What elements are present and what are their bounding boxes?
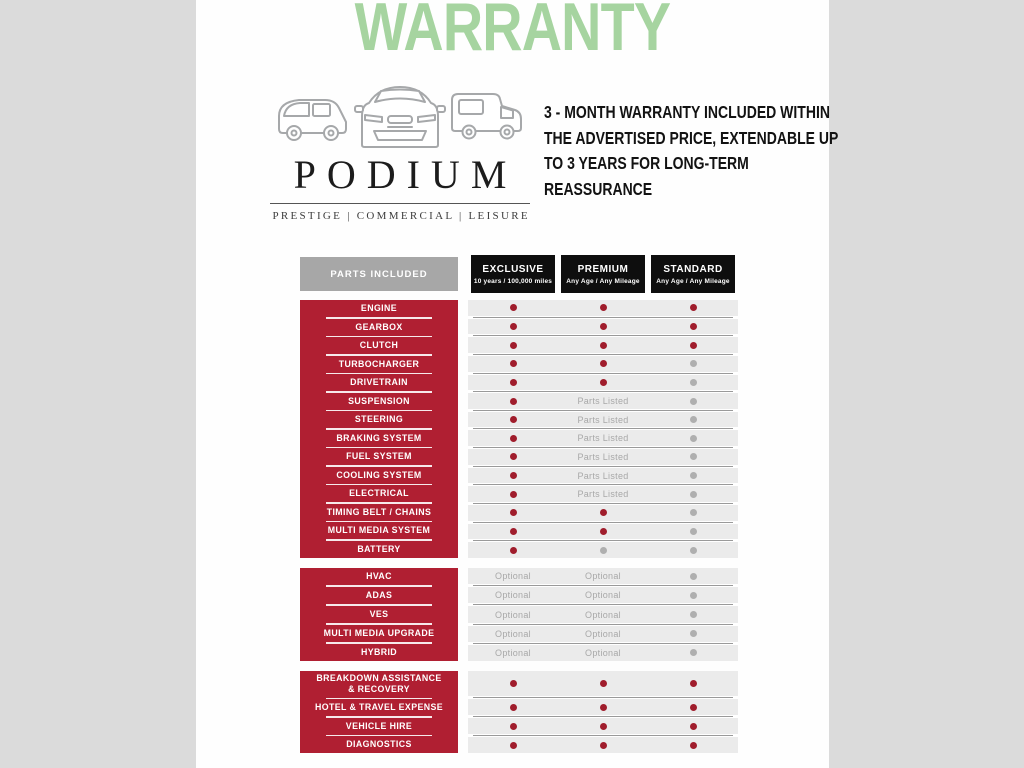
row-divider-line: [473, 373, 733, 374]
cell-text: [468, 606, 558, 622]
red-dot-icon: [510, 304, 517, 311]
red-dot-icon: [510, 472, 517, 479]
row-divider-line: [473, 697, 733, 698]
part-label: DIAGNOSTICS: [346, 739, 412, 750]
gray-dot-icon: [690, 491, 697, 498]
cell-covered: [468, 412, 558, 428]
row-divider-line: [473, 540, 733, 541]
brand-logo: [268, 74, 532, 222]
cell-not-covered: [648, 645, 738, 661]
red-dot-icon: [690, 723, 697, 730]
cell-not-covered: [648, 568, 738, 584]
plan-col-standard: [648, 255, 738, 293]
red-dot-icon: [600, 680, 607, 687]
cell-covered: [648, 737, 738, 753]
gray-dot-icon: [690, 547, 697, 554]
part-label: TURBOCHARGER: [338, 358, 420, 369]
label-divider: [326, 354, 432, 356]
coverage-row: [468, 319, 738, 335]
red-dot-icon: [510, 416, 517, 423]
cell-covered: [468, 699, 558, 715]
cell-not-covered: [648, 375, 738, 391]
cell-covered: [468, 718, 558, 734]
red-dot-icon: [600, 379, 607, 386]
cell-not-covered: [648, 606, 738, 622]
cell-covered: [468, 337, 558, 353]
row-divider-line: [473, 410, 733, 411]
part-label: TIMING BELT / CHAINS: [326, 506, 432, 517]
cell-covered: [468, 375, 558, 391]
cell-not-covered: [648, 356, 738, 372]
cell-not-covered: [648, 486, 738, 502]
gray-dot-icon: [690, 453, 697, 460]
cell-covered: [558, 505, 648, 521]
gray-dot-icon: [690, 528, 697, 535]
part-label: COOLING SYSTEM: [336, 469, 422, 480]
cell-not-covered: [648, 524, 738, 540]
cell-text-label: Parts Listed: [577, 470, 629, 481]
cell-text: [558, 568, 648, 584]
cell-covered: [558, 375, 648, 391]
intro-line: 3 - MONTH WARRANTY INCLUDED WITHIN: [544, 102, 830, 122]
cell-text-label: Parts Listed: [577, 489, 629, 500]
label-divider: [326, 391, 432, 393]
red-dot-icon: [600, 360, 607, 367]
red-dot-icon: [690, 323, 697, 330]
coverage-panel: [468, 568, 738, 661]
row-divider-line: [473, 735, 733, 736]
plan-header-exclusive: [471, 255, 555, 293]
red-dot-icon: [690, 680, 697, 687]
warranty-group: [300, 671, 738, 753]
row-divider-line: [473, 317, 733, 318]
coverage-row: [468, 587, 738, 603]
cell-covered: [648, 319, 738, 335]
cell-covered: [468, 468, 558, 484]
coverage-row: [468, 337, 738, 353]
coverage-row: [468, 468, 738, 484]
red-dot-icon: [510, 742, 517, 749]
flyer-page: [196, 0, 839, 768]
cell-text-label: Optional: [495, 571, 531, 582]
part-label: ELECTRICAL: [349, 488, 409, 499]
coverage-row: [468, 375, 738, 391]
gray-dot-icon: [690, 611, 697, 618]
part-label: BATTERY: [357, 543, 401, 554]
part-label: FUEL SYSTEM: [346, 451, 412, 462]
cell-text: [558, 606, 648, 622]
cell-covered: [468, 449, 558, 465]
cell-text-label: Parts Listed: [577, 396, 629, 407]
part-label: VEHICLE HIRE: [345, 720, 413, 731]
part-label: HOTEL & TRAVEL EXPENSE: [314, 702, 444, 713]
coverage-row: [468, 542, 738, 558]
label-divider: [326, 716, 432, 718]
label-divider: [326, 642, 432, 644]
table-header: [300, 255, 738, 293]
label-divider: [326, 465, 432, 467]
cell-text: [558, 393, 648, 409]
row-divider-line: [473, 716, 733, 717]
red-dot-icon: [510, 342, 517, 349]
label-divider: [326, 373, 432, 375]
plan-subtitle: Any Age / Any Mileage: [566, 277, 640, 285]
cell-covered: [558, 671, 648, 696]
part-label: SUSPENSION: [348, 395, 410, 406]
coverage-row: [468, 486, 738, 502]
red-dot-icon: [600, 704, 607, 711]
plan-name: STANDARD: [663, 263, 723, 275]
coverage-row: [468, 718, 738, 734]
coverage-panel: [468, 671, 738, 753]
cell-covered: [648, 337, 738, 353]
cell-text: [558, 626, 648, 642]
row-divider-line: [473, 484, 733, 485]
row-divider-line: [473, 447, 733, 448]
cell-text: [468, 568, 558, 584]
coverage-row: [468, 300, 738, 316]
cell-not-covered: [648, 393, 738, 409]
cell-not-covered: [648, 542, 738, 558]
cell-covered: [468, 505, 558, 521]
coverage-row: [468, 449, 738, 465]
cell-covered: [468, 319, 558, 335]
cell-text-label: Optional: [495, 647, 531, 658]
gray-dot-icon: [690, 379, 697, 386]
cell-covered: [468, 671, 558, 696]
cell-covered: [468, 524, 558, 540]
cell-covered: [558, 300, 648, 316]
part-label: MULTI MEDIA SYSTEM: [327, 525, 431, 536]
gray-dot-icon: [690, 435, 697, 442]
cell-text: [468, 645, 558, 661]
intro-line: REASSURANCE: [544, 178, 653, 199]
plan-header-standard: [651, 255, 735, 293]
parts-column: [300, 671, 458, 753]
cell-text-label: Parts Listed: [577, 451, 629, 462]
cell-not-covered: [648, 505, 738, 521]
red-dot-icon: [510, 547, 517, 554]
gray-dot-icon: [690, 630, 697, 637]
coverage-row: [468, 645, 738, 661]
gray-dot-icon: [690, 592, 697, 599]
part-label: BREAKDOWN ASSISTANCE & RECOVERY: [316, 673, 442, 695]
cell-covered: [468, 393, 558, 409]
plan-name: PREMIUM: [577, 263, 629, 275]
cell-text: [558, 645, 648, 661]
cell-covered: [468, 737, 558, 753]
row-divider-line: [473, 391, 733, 392]
brand-divider: [270, 203, 530, 204]
page-title-text: WARRANTY: [354, 0, 671, 65]
part-label: VES: [369, 609, 389, 620]
label-divider: [326, 521, 432, 523]
parts-column: [300, 300, 458, 558]
cell-not-covered: [648, 626, 738, 642]
cell-covered: [648, 699, 738, 715]
parts-column: [300, 568, 458, 661]
label-divider: [326, 698, 432, 700]
gray-dot-icon: [690, 416, 697, 423]
row-divider-line: [473, 466, 733, 467]
row-divider-line: [473, 522, 733, 523]
cell-covered: [558, 718, 648, 734]
cell-covered: [648, 671, 738, 696]
part-label: BRAKING SYSTEM: [336, 432, 422, 443]
warranty-intro: [544, 100, 838, 202]
coverage-row: [468, 430, 738, 446]
cell-covered: [558, 356, 648, 372]
part-label: MULTI MEDIA UPGRADE: [323, 627, 435, 638]
cell-covered: [558, 699, 648, 715]
cell-covered: [648, 718, 738, 734]
gray-dot-icon: [690, 649, 697, 656]
cell-text-label: Optional: [585, 571, 621, 582]
parts-included-header: PARTS INCLUDED: [300, 257, 458, 291]
cell-not-covered: [648, 430, 738, 446]
cell-not-covered: [648, 449, 738, 465]
row-divider-line: [473, 643, 733, 644]
cell-text-label: Optional: [495, 628, 531, 639]
coverage-row: [468, 568, 738, 584]
label-divider: [326, 317, 432, 319]
part-label: HYBRID: [360, 646, 398, 657]
part-label: GEARBOX: [355, 321, 403, 332]
coverage-row: [468, 737, 738, 753]
plan-subtitle: 10 years / 100,000 miles: [473, 277, 553, 285]
red-dot-icon: [510, 323, 517, 330]
red-dot-icon: [510, 723, 517, 730]
gray-dot-icon: [690, 360, 697, 367]
plan-col-premium: [558, 255, 648, 293]
warranty-group: [300, 568, 738, 661]
cell-text: [558, 587, 648, 603]
part-label: CLUTCH: [359, 340, 399, 351]
red-dot-icon: [600, 323, 607, 330]
red-dot-icon: [600, 509, 607, 516]
cell-covered: [558, 319, 648, 335]
red-dot-icon: [600, 723, 607, 730]
red-dot-icon: [510, 360, 517, 367]
plan-col-exclusive: [468, 255, 558, 293]
row-divider-line: [473, 503, 733, 504]
vehicles-artwork: [269, 74, 531, 152]
row-divider-line: [473, 428, 733, 429]
coverage-groups: [300, 300, 738, 753]
label-divider: [326, 336, 432, 338]
intro-line: THE ADVERTISED PRICE, EXTENDABLE UP: [544, 127, 839, 148]
label-divider: [326, 585, 432, 587]
cell-text-label: Optional: [585, 647, 621, 658]
label-divider: [326, 604, 432, 606]
cell-covered: [468, 300, 558, 316]
plan-headers: [468, 255, 738, 293]
brand-tagline: PRESTIGE | COMMERCIAL | LEISURE: [272, 210, 530, 222]
cell-covered: [468, 356, 558, 372]
red-dot-icon: [600, 742, 607, 749]
cell-covered: [648, 300, 738, 316]
red-dot-icon: [510, 704, 517, 711]
coverage-row: [468, 606, 738, 622]
gray-dot-icon: [690, 509, 697, 516]
cell-covered: [558, 737, 648, 753]
red-dot-icon: [690, 342, 697, 349]
cell-text-label: Optional: [585, 590, 621, 601]
label-divider: [326, 410, 432, 412]
cell-not-covered: [558, 542, 648, 558]
part-label: STEERING: [354, 414, 404, 425]
brand-name: PODIUM: [293, 152, 518, 197]
gray-dot-icon: [690, 472, 697, 479]
red-dot-icon: [600, 528, 607, 535]
red-dot-icon: [510, 435, 517, 442]
cell-text: [558, 449, 648, 465]
red-dot-icon: [600, 342, 607, 349]
gray-dot-icon: [690, 573, 697, 580]
cell-text: [468, 587, 558, 603]
cell-text-label: Optional: [495, 590, 531, 601]
cell-covered: [468, 542, 558, 558]
red-dot-icon: [690, 704, 697, 711]
cell-covered: [468, 486, 558, 502]
coverage-row: [468, 524, 738, 540]
intro-line: TO 3 YEARS FOR LONG-TERM: [544, 153, 749, 173]
coverage-row: [468, 412, 738, 428]
red-dot-icon: [690, 742, 697, 749]
red-dot-icon: [510, 379, 517, 386]
plan-name: EXCLUSIVE: [482, 263, 544, 275]
cell-text: [558, 430, 648, 446]
coverage-row: [468, 626, 738, 642]
row-divider-line: [473, 604, 733, 605]
warranty-group: [300, 300, 738, 558]
label-divider: [326, 735, 432, 737]
cell-not-covered: [648, 468, 738, 484]
cell-text: [558, 468, 648, 484]
coverage-row: [468, 699, 738, 715]
red-dot-icon: [510, 398, 517, 405]
label-divider: [326, 484, 432, 486]
cell-text: [558, 486, 648, 502]
cell-text-label: Parts Listed: [577, 433, 629, 444]
red-dot-icon: [510, 528, 517, 535]
label-divider: [326, 623, 432, 625]
part-label: ADAS: [365, 590, 393, 601]
row-divider-line: [473, 335, 733, 336]
cell-covered: [558, 337, 648, 353]
cell-text: [558, 412, 648, 428]
part-label: DRIVETRAIN: [350, 377, 408, 388]
gray-dot-icon: [600, 547, 607, 554]
coverage-panel: [468, 300, 738, 558]
coverage-table: [300, 255, 738, 763]
red-dot-icon: [600, 304, 607, 311]
part-label: HVAC: [366, 571, 392, 582]
row-divider-line: [473, 585, 733, 586]
red-dot-icon: [690, 304, 697, 311]
cell-text-label: Optional: [585, 628, 621, 639]
coverage-row: [468, 356, 738, 372]
row-divider-line: [473, 624, 733, 625]
plan-subtitle: Any Age / Any Mileage: [656, 277, 730, 285]
cell-text-label: Optional: [495, 609, 531, 620]
red-dot-icon: [510, 491, 517, 498]
plan-header-premium: [561, 255, 645, 293]
coverage-row: [468, 671, 738, 696]
red-dot-icon: [510, 509, 517, 516]
coverage-row: [468, 505, 738, 521]
cell-text-label: Optional: [585, 609, 621, 620]
cell-covered: [558, 524, 648, 540]
page-title: [196, 0, 829, 65]
gray-dot-icon: [690, 398, 697, 405]
coverage-row: [468, 393, 738, 409]
cell-text-label: Parts Listed: [577, 414, 629, 425]
cell-not-covered: [648, 412, 738, 428]
label-divider: [326, 447, 432, 449]
cell-text: [468, 626, 558, 642]
red-dot-icon: [510, 453, 517, 460]
cell-covered: [468, 430, 558, 446]
red-dot-icon: [510, 680, 517, 687]
row-divider-line: [473, 354, 733, 355]
cell-not-covered: [648, 587, 738, 603]
part-label: ENGINE: [360, 303, 398, 314]
label-divider: [326, 502, 432, 504]
label-divider: [326, 539, 432, 541]
label-divider: [326, 428, 432, 430]
